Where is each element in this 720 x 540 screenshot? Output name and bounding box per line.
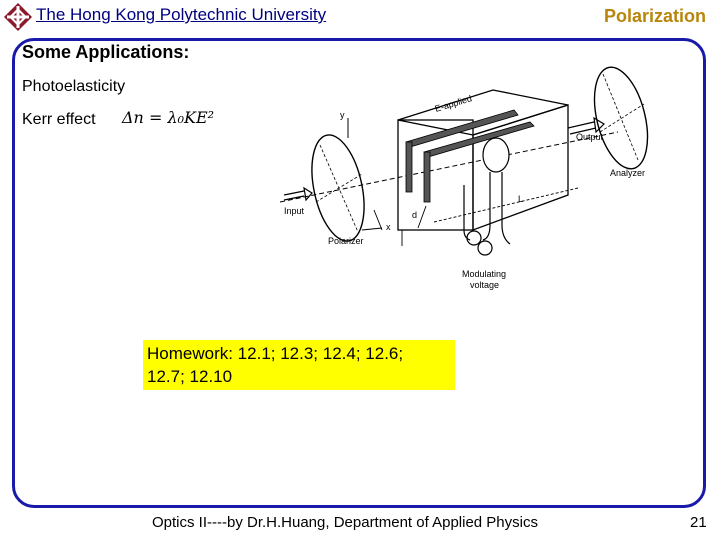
modulating-label: Modulating: [462, 269, 507, 279]
x-label: x: [386, 222, 391, 232]
analyzer-label: Analyzer: [610, 168, 646, 178]
homework-line-1: Homework: 12.1; 12.3; 12.4; 12.6;: [147, 344, 404, 363]
electrode-plates: [406, 110, 534, 202]
slide-topic: Polarization: [603, 6, 706, 26]
slide-header: [0, 0, 720, 36]
footer-credit: Optics II----by Dr.H.Huang, Department of Applied Physics: [152, 514, 538, 531]
polarizer-disc: [303, 118, 382, 246]
page-number: 21: [690, 514, 707, 531]
voltage-label: voltage: [470, 280, 500, 290]
length-label: L: [518, 194, 524, 204]
application-item-photoelasticity: Photoelasticity: [22, 78, 126, 95]
homework-box: [143, 340, 455, 390]
application-item-kerr-effect: Kerr effect: [22, 111, 96, 128]
analyzer-disc: [585, 62, 657, 175]
output-label: Output: [576, 132, 604, 142]
kerr-formula: Δn = λ₀KE²: [122, 108, 215, 127]
d-label: d: [412, 210, 418, 220]
polarizer-label: Polarizer: [328, 236, 364, 246]
e-applied-label: E-applied: [433, 93, 473, 114]
homework-line-2: 12.7; 12.10: [147, 367, 233, 386]
input-label: Input: [284, 206, 305, 216]
polyu-logo-icon: [3, 2, 33, 32]
kerr-cell-diagram: [278, 60, 688, 300]
y-label: y: [340, 110, 345, 120]
voltage-source: [483, 138, 509, 172]
section-heading: Some Applications:: [22, 42, 190, 62]
university-name: The Hong Kong Polytechnic University: [36, 5, 327, 24]
